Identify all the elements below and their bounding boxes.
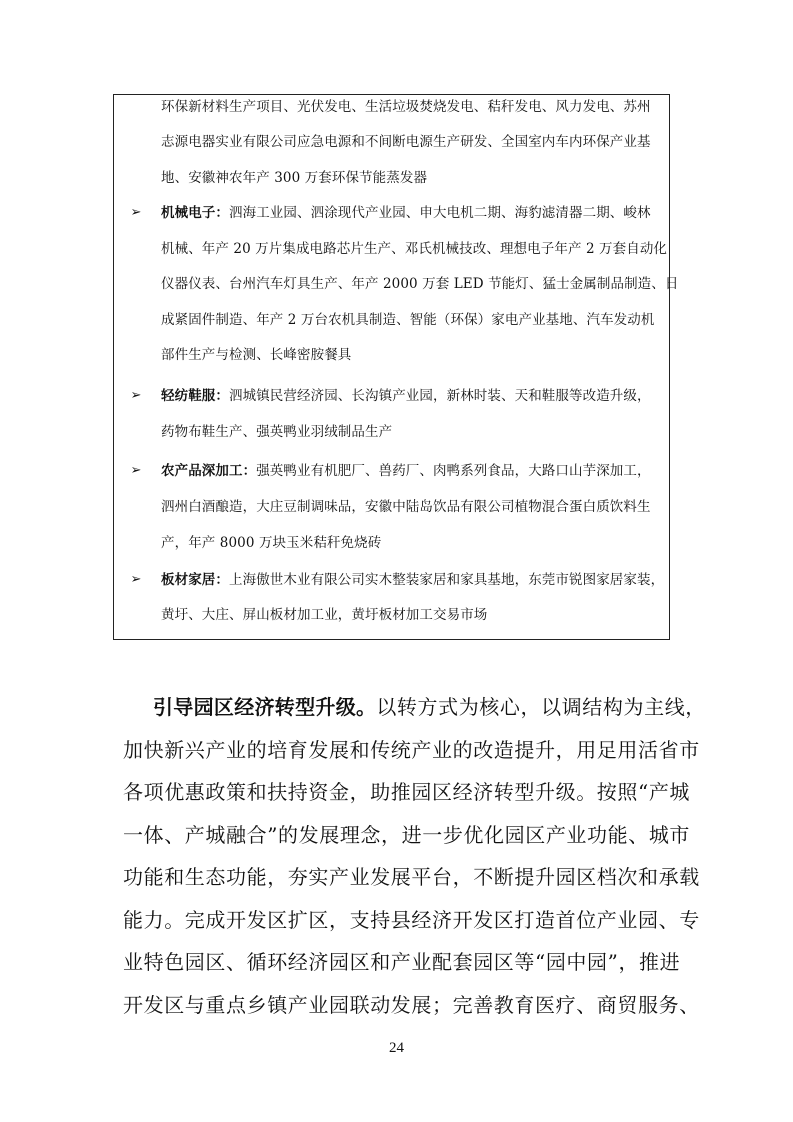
section-machinery-line-2: 机械、年产 20 万片集成电路芯片生产、邓氏机械技改、理想电子年产 2 万套自动化 (161, 241, 668, 257)
paragraph-line-5: 功能和生态功能，夯实产业发展平台，不断提升园区档次和承载 (123, 865, 700, 889)
bullet-arrow-icon: ➢ (130, 205, 142, 220)
paragraph-line-2: 加快新兴产业的培育发展和传统产业的改造提升，用足用活省市 (123, 738, 700, 762)
section-machinery-line-3: 仪器仪表、台州汽车灯具生产、年产 2000 万套 LED 节能灯、猛士金属制品制造、日 (161, 276, 679, 292)
section-machinery-line-4: 成紧固件制造、年产 2 万台农机具制造、智能（环保）家电产业基地、汽车发动机 (161, 312, 655, 328)
section-agri-line-1 (161, 461, 671, 481)
section-agri-text: 强英鸭业有机肥厂、兽药厂、肉鸭系列食品，大路口山芋深加工， (256, 463, 651, 479)
bullet-arrow-icon: ➢ (130, 388, 142, 403)
section-machinery-line-5: 部件生产与检测、长峰密胺餐具 (161, 347, 352, 363)
paragraph-first-rest: 以转方式为核心，以调结构为主线， (376, 695, 706, 719)
box-intro-line-1: 环保新材料生产项目、光伏发电、生活垃圾焚烧发电、秸秆发电、风力发电、苏州 (161, 99, 651, 115)
section-board-text: 上海傲世木业有限公司实木整装家居和家具基地，东莞市锐图家居家装， (229, 572, 665, 588)
section-textile-line-2: 药物布鞋生产、强英鸭业羽绒制品生产 (161, 424, 393, 440)
section-machinery-label: 机械电子： (161, 205, 229, 221)
paragraph-line-8: 开发区与重点乡镇产业园联动发展；完善教育医疗、商贸服务、 (123, 993, 700, 1017)
box-intro-line-2: 志源电器实业有限公司应急电源和不间断电源生产研发、全国室内车内环保产业基 (161, 134, 651, 150)
section-board-line-1 (161, 570, 671, 590)
page-number: 24 (389, 1040, 404, 1056)
section-machinery-line-1 (161, 203, 671, 223)
industry-projects-box (113, 94, 679, 640)
section-board-line-2: 黄圩、大庄、屏山板材加工业，黄圩板材加工交易市场 (161, 607, 488, 623)
paragraph-line-4: 一体、产城融合”的发展理念，进一步优化园区产业功能、城市 (123, 823, 691, 847)
bullet-arrow-icon: ➢ (130, 463, 142, 478)
section-textile-text: 泗城镇民营经济园、长沟镇产业园，新林时装、天和鞋服等改造升级， (229, 388, 651, 404)
box-intro-line-3: 地、安徽神农年产 300 万套环保节能蒸发器 (161, 170, 428, 186)
paragraph-lead: 引导园区经济转型升级。 (153, 695, 377, 719)
section-agri-line-3: 产，年产 8000 万块玉米秸秆免烧砖 (161, 535, 382, 551)
section-textile-line-1 (161, 386, 671, 406)
paragraph-line-1 (153, 690, 706, 724)
section-agri-label: 农产品深加工： (161, 463, 257, 479)
bullet-arrow-icon: ➢ (130, 572, 142, 587)
paragraph-line-3: 各项优惠政策和扶持资金，助推园区经济转型升级。按照“产城 (123, 780, 691, 804)
section-machinery-text: 泗海工业园、泗涂现代产业园、申大电机二期、海豹滤清器二期、峻林 (229, 205, 651, 221)
section-textile-label: 轻纺鞋服： (161, 388, 229, 404)
section-board-label: 板材家居： (161, 572, 229, 588)
paragraph-line-6: 能力。完成开发区扩区，支持县经济开发区打造首位产业园、专 (123, 908, 700, 932)
paragraph-line-7: 业特色园区、循环经济园区和产业配套园区等“园中园”，推进 (123, 950, 681, 974)
section-agri-line-2: 泗州白酒酿造，大庄豆制调味品，安徽中陆岛饮品有限公司植物混合蛋白质饮料生 (161, 499, 651, 515)
